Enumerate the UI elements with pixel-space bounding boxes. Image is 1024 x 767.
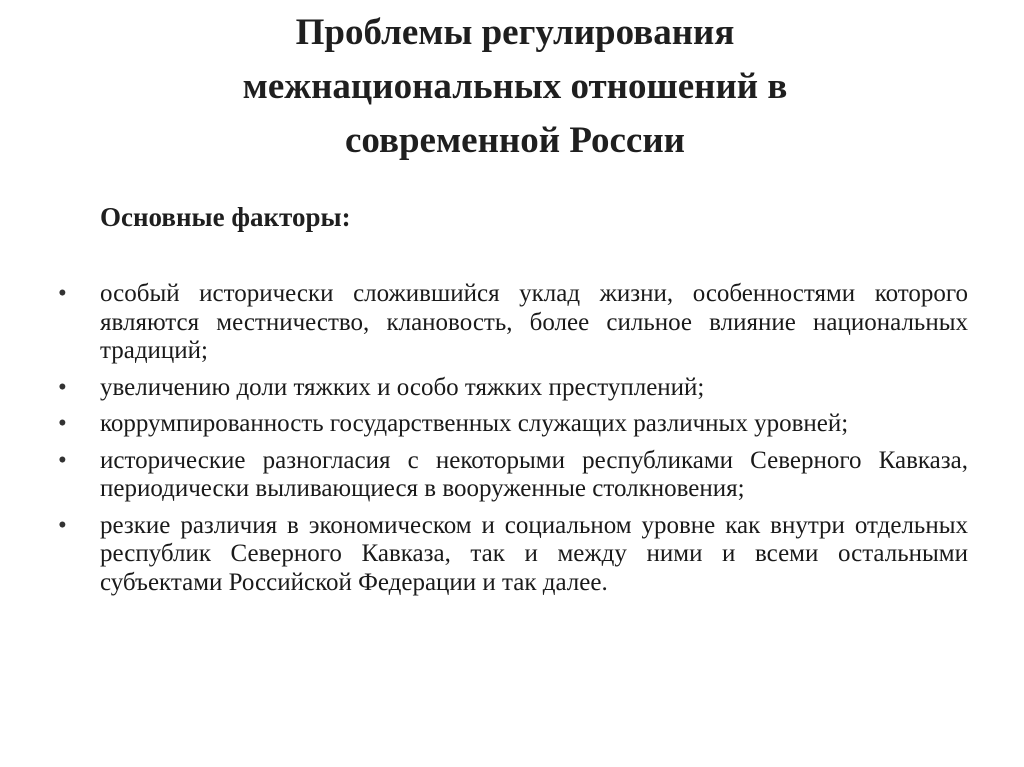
bullet-icon: •: [58, 446, 67, 474]
list-item: [58, 374, 968, 403]
bullet-icon: •: [58, 410, 67, 437]
slide-title: [150, 6, 880, 168]
list-item-text: особый исторически сложившийся уклад жизни, особенностями которого являются местничество, клановость, более сильное влияние национальных традиций;: [100, 280, 968, 364]
bullet-icon: •: [58, 511, 67, 539]
section-heading: Основные факторы:: [100, 202, 351, 232]
list-item: [58, 280, 968, 366]
list-item-text: резкие различия в экономическом и социальном уровне как внутри отдельных республик Северного Кавказа, так и между ними и всеми остальными субъектами Российской Федерации и так далее.: [100, 511, 968, 596]
bullet-icon: •: [58, 280, 67, 307]
title-line-3: современной России: [345, 120, 685, 161]
list-item: [58, 410, 968, 439]
list-item: [58, 512, 968, 598]
list-item: [58, 447, 968, 504]
bullet-icon: •: [58, 373, 67, 401]
title-line-1: Проблемы регулирования: [295, 12, 735, 53]
title-line-2: межнациональных отношений в: [242, 66, 788, 107]
list-item-text: исторические разногласия с некоторыми республиками Северного Кавказа, периодически выливающиеся в вооруженные столкновения;: [100, 446, 968, 502]
list-item-text: коррумпированность государственных служащих различных уровней;: [100, 410, 849, 437]
list-item-text: увеличению доли тяжких и особо тяжких преступлений;: [100, 373, 705, 401]
factor-list: [58, 280, 968, 605]
